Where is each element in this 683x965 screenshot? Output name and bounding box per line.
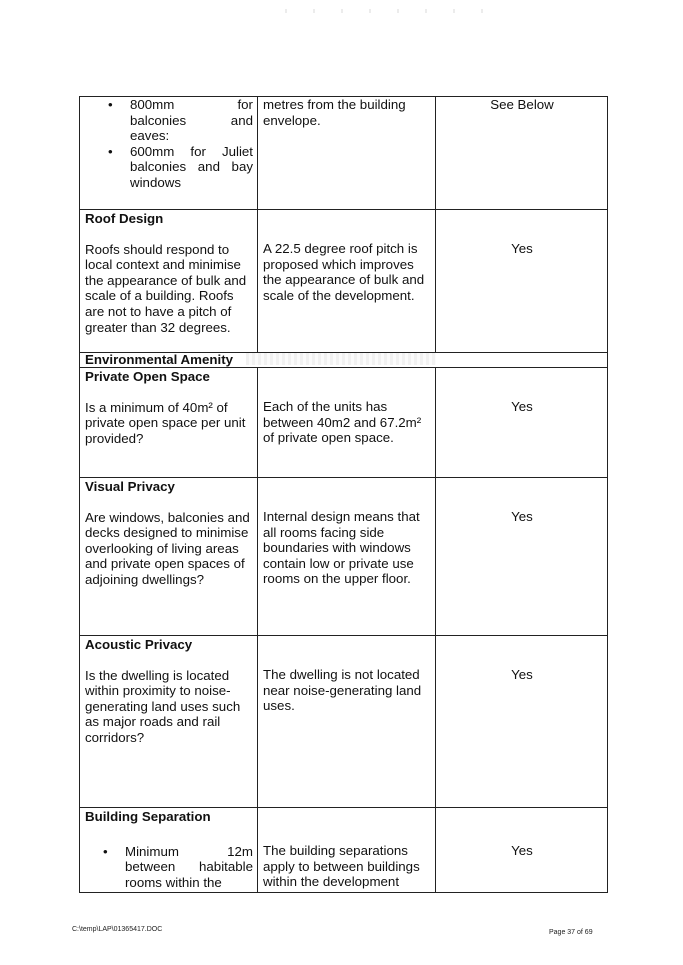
list-item: • Minimum 12m between habitable rooms within the bbox=[125, 844, 253, 891]
control-text: Is the dwelling is located within proximity to noise-generating land uses such as major roads and rail corridors? bbox=[85, 667, 241, 745]
table-row bbox=[80, 636, 608, 808]
compliance-text: See Below bbox=[490, 97, 554, 112]
proposal-text: The dwelling is not located near noise-generating land uses. bbox=[263, 667, 422, 714]
proposal-cell bbox=[258, 368, 436, 478]
row-heading: Building Separation bbox=[85, 809, 211, 824]
compliance-cell bbox=[436, 97, 608, 210]
row-heading: Private Open Space bbox=[85, 369, 210, 384]
compliance-table bbox=[79, 96, 608, 893]
compliance-text: Yes bbox=[511, 667, 533, 682]
proposal-cell bbox=[258, 478, 436, 636]
compliance-text: Yes bbox=[511, 843, 533, 858]
compliance-cell bbox=[436, 368, 608, 478]
compliance-text: Yes bbox=[511, 241, 533, 256]
compliance-text: Yes bbox=[511, 509, 533, 524]
proposal-text: metres from the building envelope. bbox=[263, 97, 406, 128]
row-heading: Visual Privacy bbox=[85, 479, 175, 494]
proposal-text: The building separations apply to between buildings within the development bbox=[263, 843, 420, 890]
proposal-cell bbox=[258, 808, 436, 893]
section-heading: Environmental Amenity bbox=[80, 353, 608, 368]
table-row bbox=[80, 210, 608, 353]
proposal-text: Internal design means that all rooms facing side boundaries with windows contain low or private use rooms on the upper floor. bbox=[263, 509, 420, 587]
control-cell bbox=[80, 97, 258, 210]
bullet-list bbox=[85, 844, 253, 891]
list-item: • 600mm for Juliet balconies and bay windows bbox=[130, 144, 253, 191]
control-text: Are windows, balconies and decks designed to minimise overlooking of living areas and private open spaces of adjoining dwellings? bbox=[85, 509, 250, 587]
table-row bbox=[80, 478, 608, 636]
table-row bbox=[80, 97, 608, 210]
compliance-cell bbox=[436, 478, 608, 636]
row-heading: Acoustic Privacy bbox=[85, 637, 193, 652]
control-cell bbox=[80, 636, 258, 808]
row-heading: Roof Design bbox=[85, 211, 164, 226]
footer-page-number: Page 37 of 69 bbox=[549, 929, 593, 936]
table-row bbox=[80, 808, 608, 893]
compliance-text: Yes bbox=[511, 399, 533, 414]
proposal-text: A 22.5 degree roof pitch is proposed which improves the appearance of bulk and scale of the development. bbox=[263, 241, 425, 303]
compliance-cell bbox=[436, 808, 608, 893]
proposal-cell bbox=[258, 97, 436, 210]
scan-artifact bbox=[285, 9, 495, 13]
control-cell bbox=[80, 478, 258, 636]
control-cell bbox=[80, 368, 258, 478]
control-text: Roofs should respond to local context and minimise the appearance of bulk and scale of a building. Roofs are not to have a pitch of greater than 32 degrees. bbox=[85, 241, 247, 335]
proposal-text: Each of the units has between 40m2 and 67.2m² of private open space. bbox=[263, 399, 422, 446]
control-text: Is a minimum of 40m² of private open space per unit provided? bbox=[85, 399, 246, 446]
control-cell bbox=[80, 808, 258, 893]
control-cell bbox=[80, 210, 258, 353]
compliance-cell bbox=[436, 210, 608, 353]
proposal-cell bbox=[258, 636, 436, 808]
compliance-cell bbox=[436, 636, 608, 808]
footer-file-path: C:\temp\LAP\01365417.DOC bbox=[72, 926, 163, 933]
table-row bbox=[80, 368, 608, 478]
bullet-list bbox=[84, 97, 253, 191]
list-item: • 800mm for balconies and eaves: bbox=[130, 97, 253, 144]
proposal-cell bbox=[258, 210, 436, 353]
table-row bbox=[80, 353, 608, 368]
